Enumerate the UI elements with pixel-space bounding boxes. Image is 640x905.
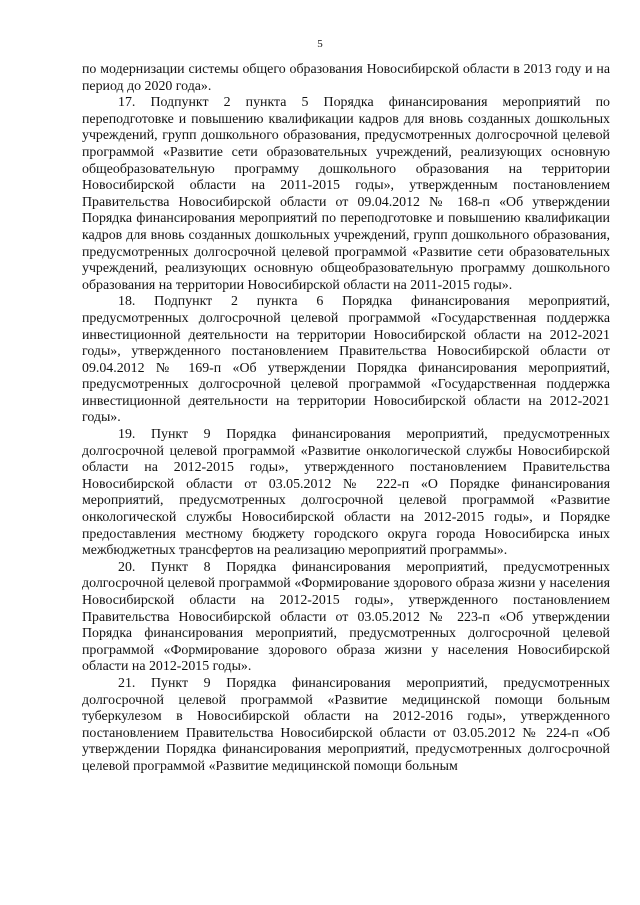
paragraph-21: 21. Пункт 9 Порядка финансирования мероприятий, предусмотренных долгосрочной целевой программой «Развитие медицинской помощи больным туберкулезом в Новосибирской области на 2012-2016 годы», утвержденного постановлением Правительства Новосибирской области от 03.05.2012 № 224-п «Об утверждении Порядка финансирования мероприятий, предусмотренных долгосрочной целевой программой «Развитие медицинской помощи больным <box>82 675 610 774</box>
paragraph-20: 20. Пункт 8 Порядка финансирования мероприятий, предусмотренных долгосрочной целевой программой «Формирование здорового образа жизни у населения Новосибирской области на 2012-2015 годы», утвержденного постановлением Правительства Новосибирской области от 03.05.2012 № 223-п «Об утверждении Порядка финансирования мероприятий, предусмотренных долгосрочной целевой программой «Формирование здорового образа жизни у населения Новосибирской области на 2012-2015 годы». <box>82 559 610 675</box>
paragraph-continuation: по модернизации системы общего образования Новосибирской области в 2013 году и на период до 2020 года». <box>82 62 610 94</box>
paragraph-19: 19. Пункт 9 Порядка финансирования мероприятий, предусмотренных долгосрочной целевой программой «Развитие онкологической службы Новосибирской области на 2012-2015 годы», утвержденного постановлением Правительства Новосибирской области от 03.05.2012 № 222-п «О Порядке финансирования мероприятий, предусмотренных долгосрочной целевой программой «Развитие онкологической службы Новосибирской области на 2012-2015 годы», и Порядке предоставления местному бюджету городского округа города Новосибирска иных межбюджетных трансфертов на реализацию мероприятий программы». <box>82 427 610 559</box>
paragraph-17: 17. Подпункт 2 пункта 5 Порядка финансирования мероприятий по переподготовке и повышению квалификации кадров для вновь созданных дошкольных учреждений, групп дошкольного образования, предусмотренных долгосрочной целевой программой «Развитие сети образовательных учреждений, реализующих основную общеобразовательную программу дошкольного образования на территории Новосибирской области на 2011-2015 годы», утвержденным постановлением Правительства Новосибирской области от 09.04.2012 № 168-п «Об утверждении Порядка финансирования мероприятий по переподготовке и повышению квалификации кадров для вновь созданных дошкольных учреждений, групп дошкольного образования, предусмотренных долгосрочной целевой программой «Развитие сети образовательных учреждений, реализующих основную общеобразовательную программу дошкольного образования на территории Новосибирской области на 2011-2015 годы». <box>82 95 610 293</box>
page-number: 5 <box>317 38 323 50</box>
paragraph-18: 18. Подпункт 2 пункта 6 Порядка финансирования мероприятий, предусмотренных долгосрочной целевой программой «Государственная поддержка инвестиционной деятельности на территории Новосибирской области на 2012-2021 годы», утвержденного постановлением Правительства Новосибирской области от 09.04.2012 № 169-п «Об утверждении Порядка финансирования мероприятий, предусмотренных долгосрочной целевой программой «Государственная поддержка инвестиционной деятельности на территории Новосибирской области на 2012-2021 годы». <box>82 294 610 426</box>
document-body <box>82 62 610 776</box>
